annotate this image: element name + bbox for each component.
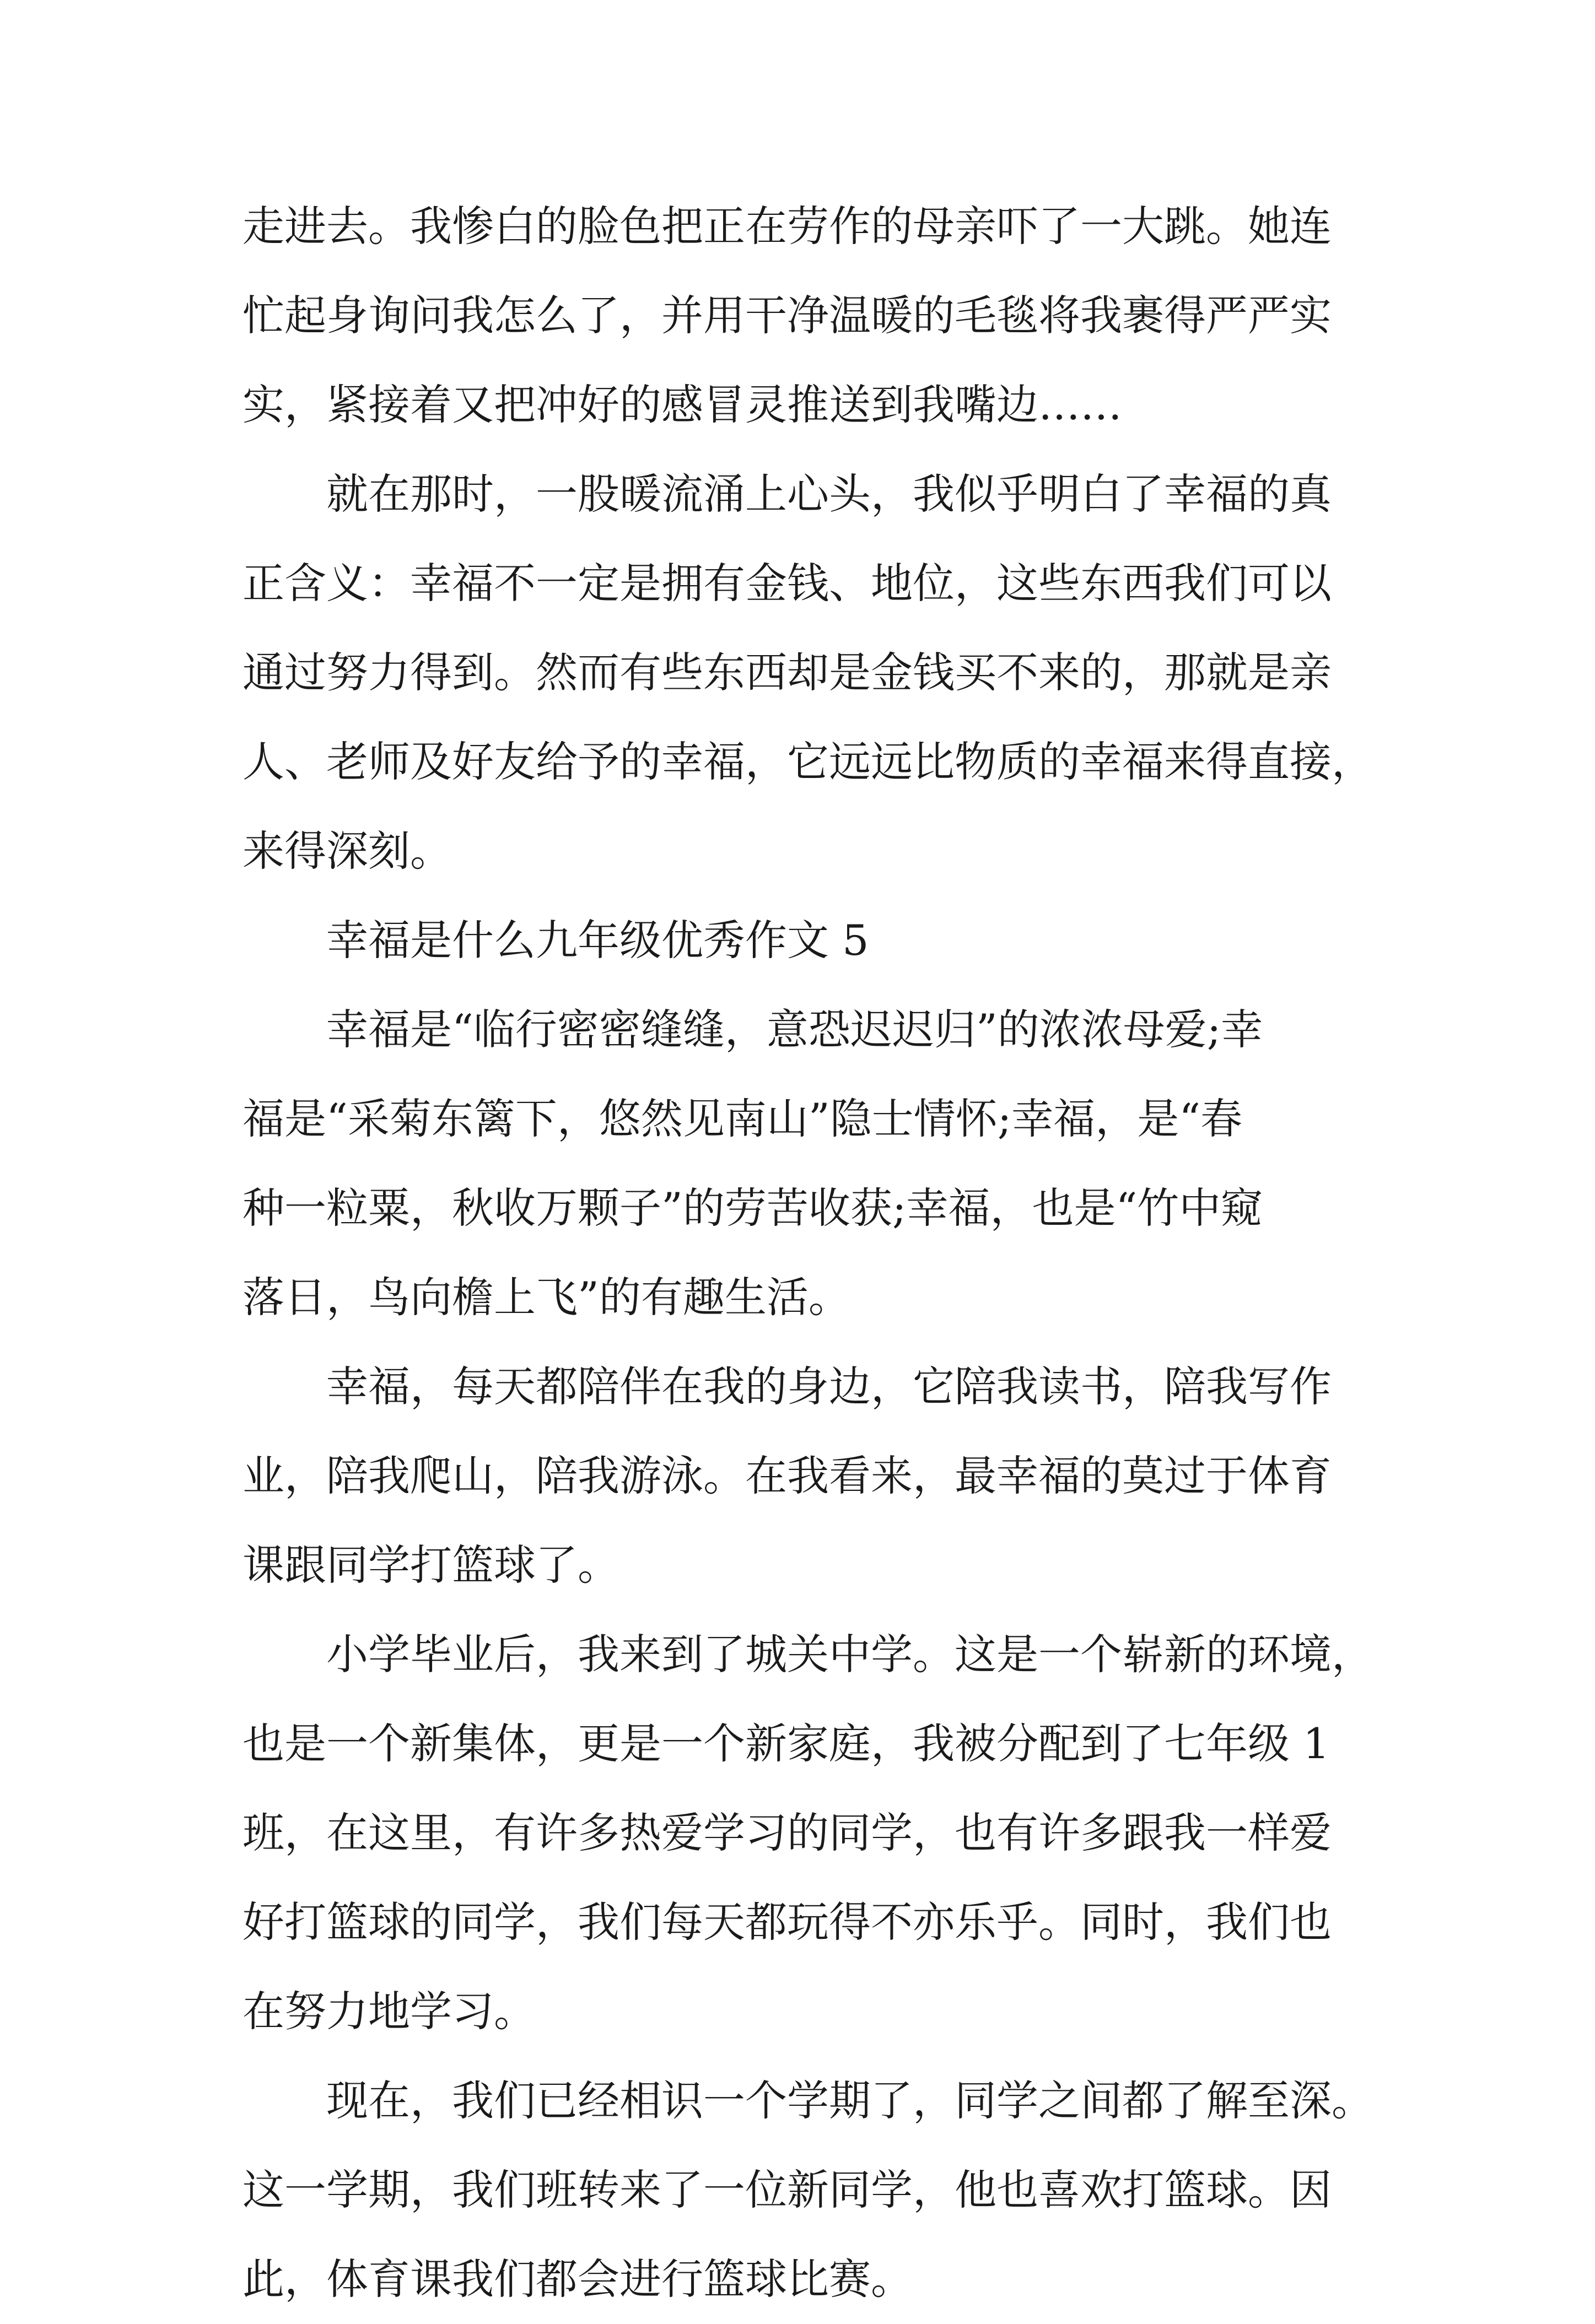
text-line: 在努力地学习。 — [243, 1987, 536, 2036]
text-line: 正含义：幸福不一定是拥有金钱、地位，这些东西我们可以 — [243, 559, 1332, 608]
text-line: 走进去。我惨白的脸色把正在劳作的母亲吓了一大跳。她连 — [243, 202, 1332, 251]
paragraph-start-line: 现在，我们已经相识一个学期了，同学之间都了解至深。 — [326, 2076, 1373, 2125]
text-line: 课跟同学打篮球了。 — [243, 1541, 619, 1590]
text-line: 实，紧接着又把冲好的感冒灵推送到我嘴边…… — [243, 380, 1122, 429]
text-line: 好打篮球的同学，我们每天都玩得不亦乐乎。同时，我们也 — [243, 1898, 1332, 1947]
text-line: 业，陪我爬山，陪我游泳。在我看来，最幸福的莫过于体育 — [243, 1451, 1332, 1500]
section-heading: 幸福是什么九年级优秀作文 5 — [326, 916, 869, 965]
text-line: 福是“采菊东篱下，悠然见南山”隐士情怀;幸福，是“春 — [243, 1094, 1243, 1143]
paragraph-start-line: 幸福，每天都陪伴在我的身边，它陪我读书，陪我写作 — [326, 1362, 1332, 1411]
text-line: 来得深刻。 — [243, 826, 452, 875]
paragraph-start-line: 小学毕业后，我来到了城关中学。这是一个崭新的环境， — [326, 1630, 1373, 1679]
text-line: 落日，鸟向檐上飞”的有趣生活。 — [243, 1273, 850, 1322]
document-body — [243, 182, 1373, 2324]
text-line: 人、老师及好友给予的幸福，它远远比物质的幸福来得直接， — [243, 737, 1373, 786]
text-line: 这一学期，我们班转来了一位新同学，他也喜欢打篮球。因 — [243, 2165, 1332, 2214]
paragraph-start-line: 就在那时，一股暖流涌上心头，我似乎明白了幸福的真 — [326, 469, 1332, 518]
text-line: 班，在这里，有许多热爱学习的同学，也有许多跟我一样爱 — [243, 1808, 1332, 1857]
paragraph-start-line: 幸福是“临行密密缝缝，意恐迟迟归”的浓浓母爱;幸 — [326, 1005, 1263, 1054]
text-line: 也是一个新集体，更是一个新家庭，我被分配到了七年级 1 — [243, 1719, 1330, 1768]
text-line: 种一粒粟，秋收万颗子”的劳苦收获;幸福，也是“竹中窥 — [243, 1183, 1263, 1233]
text-line: 通过努力得到。然而有些东西却是金钱买不来的，那就是亲 — [243, 648, 1332, 697]
text-line: 此，体育课我们都会进行篮球比赛。 — [243, 2255, 913, 2304]
text-line: 忙起身询问我怎么了，并用干净温暖的毛毯将我裹得严严实 — [243, 291, 1332, 340]
